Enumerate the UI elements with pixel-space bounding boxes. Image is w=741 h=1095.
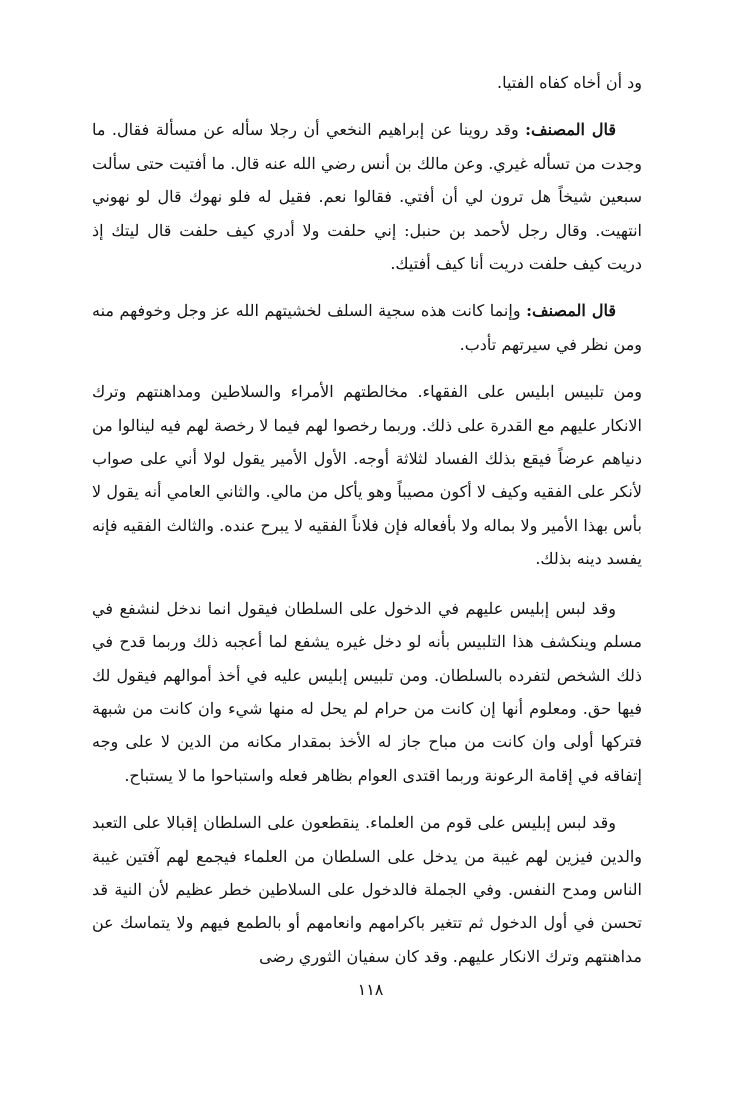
paragraph-continuation <box>92 66 642 99</box>
paragraph-text: وقد لبس إبليس على قوم من العلماء. ينقطعون على السلطان إقبالا على التعبد والدين فيزين لهم غيبة من يدخل على السلطان من العلماء فيجمع لهم آفتين غيبة الناس ومدح النفس. وفي الجملة فالدخول على السلاطين خطر عظيم لأن النية قد تحسن في أول الدخول ثم تتغير باكرامهم وانعامهم أو بالطمع فيهم ولا يتماسك عن مداهنتهم وترك الانكار عليهم. وقد كان سفيان الثوري رضى <box>92 813 643 966</box>
paragraph-text: وقد روينا عن إبراهيم النخعي أن رجلا سأله عن مسألة فقال. ما وجدت من تسأله غيري. وعن مالك بن أنس رضي الله عنه قال. ما أفتيت حتى سألت سبعين شيخاً هل ترون لي أن أفتي. فقالوا نعم. فقيل له فلو نهوك قال لو نهوني انتهيت. وقال رجل لأحمد بن حنبل: إني حلفت ولا أدري كيف حلفت قال ليتك إذ دريت كيف حلفت دريت أنا كيف أفتيك. <box>92 120 642 274</box>
paragraph-text: وقد لبس إبليس عليهم في الدخول على السلطان فيقول انما ندخل لنشفع في مسلم وينكشف هذا التلبيس بأنه لو دخل غيره يشفع لما أعجبه ذلك وربما قدح في ذلك الشخص لتفرده بالسلطان. ومن تلبيس إبليس عليه في أخذ أموالهم فيقول لك فيها حق. ومعلوم أنها إن كانت من حرام لم يحل له منها شيء وان كانت من شبهة فتركها أولى وان كانت من مباح جاز له الأخذ بمقدار مكانه من الدين لا على وجه إتفاقه في إقامة الرعونة وربما اقتدى العوام بظاهر فعله واستباحوا ما لا يستباح. <box>92 598 642 785</box>
paragraph-text: وإنما كانت هذه سجية السلف لخشيتهم الله عز وجل وخوفهم منه ومن نظر في سيرتهم تأدب. <box>92 301 642 354</box>
paragraph-author-remark <box>92 294 642 361</box>
paragraph-text: ود أن أخاه كفاه الفتيا. <box>497 73 642 92</box>
page-text-block <box>92 66 642 973</box>
author-remark-label: قال المصنف: <box>526 301 617 321</box>
paragraph-author-remark <box>92 113 642 280</box>
paragraph-text: ومن تلبيس ابليس على الفقهاء. مخالطتهم الأمراء والسلاطين ومداهنتهم وترك الانكار عليهم مع القدرة على ذلك. وربما رخصوا لهم فيما لا رخصة لهم فيه لينالوا من دنياهم عرضاً فيقع بذلك الفساد لثلاثة أوجه. الأول الأمير يقول لولا أني على صواب لأنكر على الفقيه وكيف لا أكون مصيباً وهو يأكل من مالي. والثاني العامي أنه يقول لا بأس بهذا الأمير ولا بماله ولا بأفعاله فإن فلاناً الفقيه لا يبرح عنده. والثالث الفقيه فإنه يفسد دينه بذلك. <box>92 382 643 569</box>
author-remark-label: قال المصنف: <box>525 120 616 140</box>
page-number: ١١٨ <box>357 980 384 999</box>
paragraph-body <box>92 375 642 575</box>
paragraph-body <box>92 592 642 792</box>
paragraph-body <box>92 806 642 973</box>
